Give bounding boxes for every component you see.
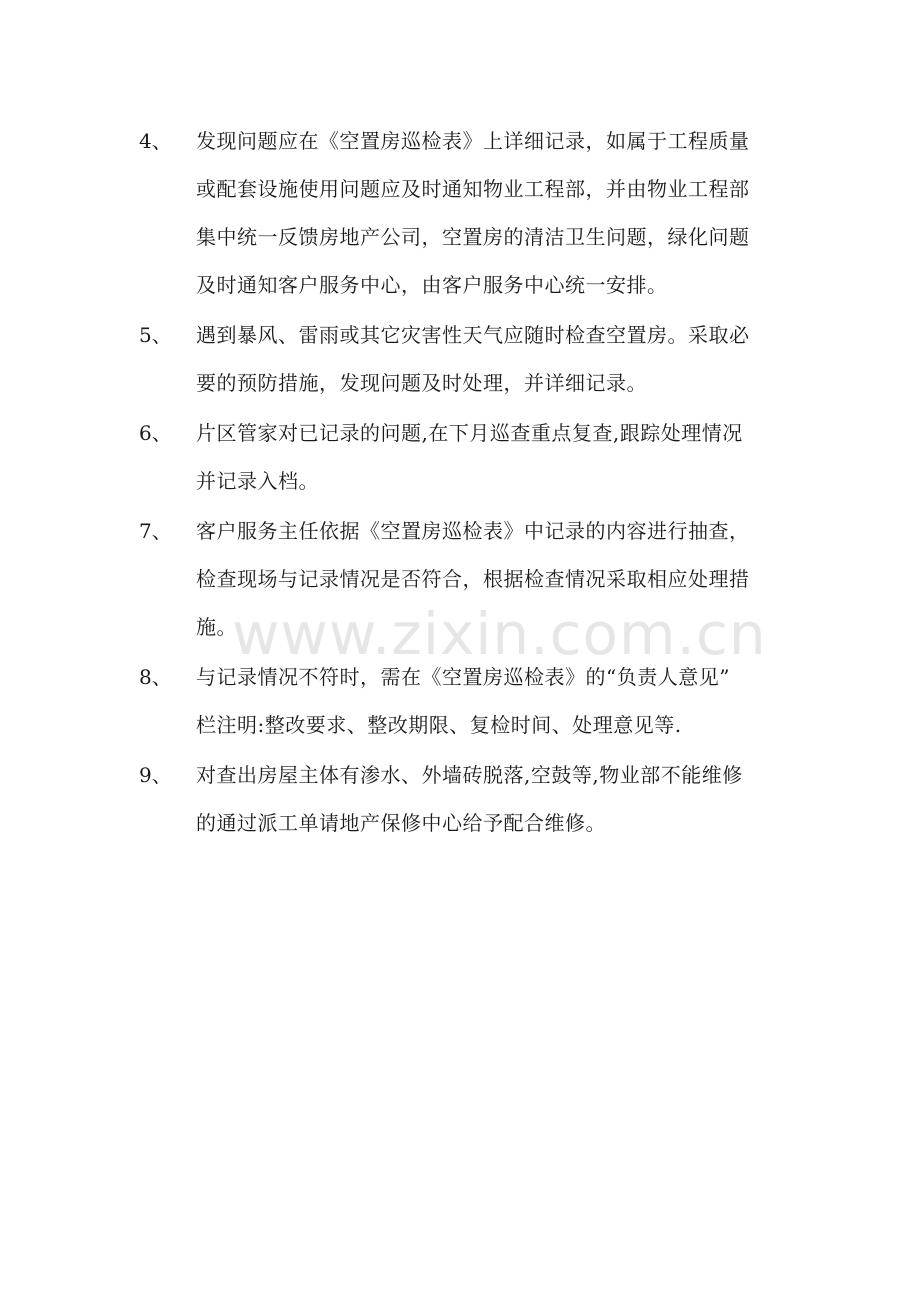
item-text bbox=[196, 507, 784, 651]
list-item bbox=[139, 409, 799, 505]
item-text-line: 与记录情况不符时，需在《空置房巡检表》的“负责人意见” bbox=[196, 665, 730, 689]
item-text bbox=[196, 751, 784, 847]
item-text bbox=[196, 117, 784, 309]
list-item bbox=[139, 117, 799, 309]
item-text-line: 遇到暴风、雷雨或其它灾害性天气应随时检查空置房。采取必 bbox=[196, 323, 750, 347]
item-number: 9、 bbox=[139, 763, 172, 787]
item-text-line: 施。 bbox=[196, 615, 237, 639]
list-item bbox=[139, 311, 799, 407]
item-text bbox=[196, 409, 784, 505]
item-text-line: 客户服务主任依据《空置房巡检表》中记录的内容进行抽查， bbox=[196, 519, 750, 543]
item-text-line: 并记录入档。 bbox=[196, 469, 319, 493]
item-text-line: 的通过派工单请地产保修中心给予配合维修。 bbox=[196, 811, 606, 835]
item-text bbox=[196, 653, 784, 749]
item-text-line: 或配套设施使用问题应及时通知物业工程部，并由物业工程部 bbox=[196, 177, 750, 201]
item-number: 6、 bbox=[139, 421, 172, 445]
item-text-line: 及时通知客户服务中心，由客户服务中心统一安排。 bbox=[196, 273, 668, 297]
list-item bbox=[139, 507, 799, 651]
numbered-list bbox=[139, 117, 799, 849]
item-number: 7、 bbox=[139, 519, 172, 543]
item-number: 4、 bbox=[139, 129, 172, 153]
item-text-line: 集中统一反馈房地产公司，空置房的清洁卫生问题，绿化问题 bbox=[196, 225, 750, 249]
watermark: www.zixin.com.cn bbox=[232, 600, 767, 668]
item-number: 8、 bbox=[139, 665, 172, 689]
item-text-line: 发现问题应在《空置房巡检表》上详细记录，如属于工程质量 bbox=[196, 129, 750, 153]
item-text-line: 栏注明:整改要求、整改期限、复检时间、处理意见等. bbox=[196, 713, 682, 737]
item-number: 5、 bbox=[139, 323, 172, 347]
item-text-line: 对查出房屋主体有渗水、外墙砖脱落,空鼓等,物业部不能维修 bbox=[196, 763, 743, 787]
item-text-line: 检查现场与记录情况是否符合，根据检查情况采取相应处理措 bbox=[196, 567, 750, 591]
item-text-line: 片区管家对已记录的问题,在下月巡查重点复查,跟踪处理情况 bbox=[196, 421, 743, 445]
list-item bbox=[139, 653, 799, 749]
item-text-line: 要的预防措施，发现问题及时处理，并详细记录。 bbox=[196, 371, 647, 395]
item-text bbox=[196, 311, 784, 407]
list-item bbox=[139, 751, 799, 847]
